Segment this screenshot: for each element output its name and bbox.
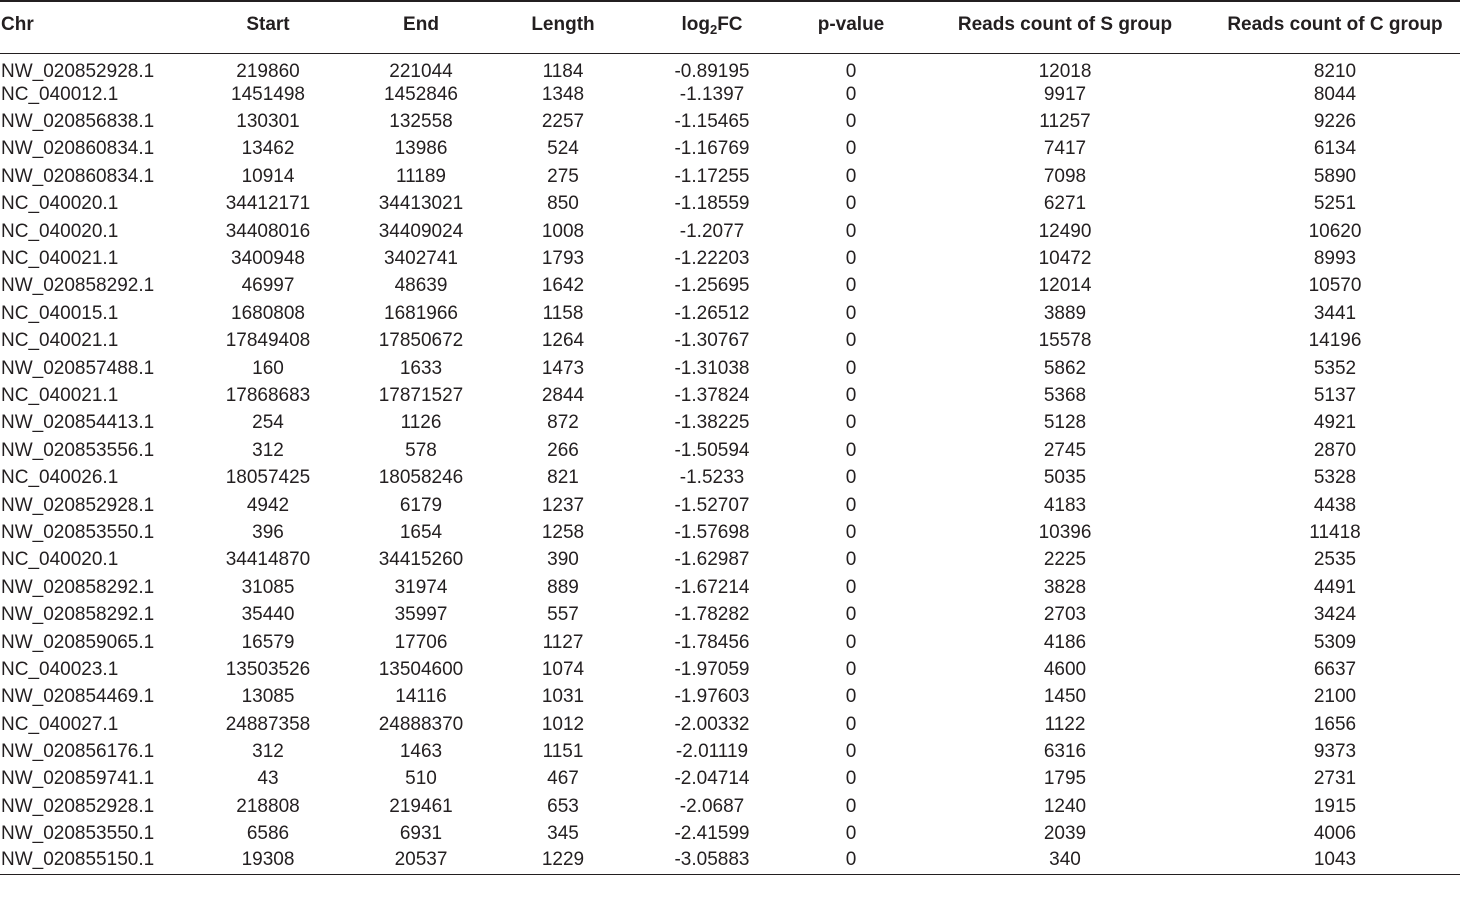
cell-chr: NC_040027.1 bbox=[1, 713, 119, 735]
table-row bbox=[0, 820, 1460, 847]
cell-pvalue: 0 bbox=[845, 686, 857, 708]
table-row bbox=[0, 327, 1460, 354]
table-row bbox=[0, 437, 1460, 464]
table-row bbox=[0, 163, 1460, 190]
cell-start: 46997 bbox=[241, 275, 295, 297]
cell-end: 34413021 bbox=[378, 193, 464, 215]
cell-reads-c: 3424 bbox=[1313, 604, 1357, 626]
cell-reads-s: 9917 bbox=[1043, 83, 1087, 105]
cell-log2fc: -1.31038 bbox=[674, 357, 750, 379]
cell-pvalue: 0 bbox=[845, 111, 857, 133]
table-row bbox=[0, 272, 1460, 299]
cell-end: 1126 bbox=[400, 412, 442, 434]
cell-pvalue: 0 bbox=[845, 795, 857, 817]
cell-end: 34415260 bbox=[378, 549, 464, 571]
cell-reads-s: 1122 bbox=[1044, 713, 1086, 735]
cell-reads-c: 1043 bbox=[1313, 849, 1357, 871]
table-row bbox=[0, 847, 1460, 874]
cell-chr: NC_040021.1 bbox=[1, 384, 119, 406]
table-row bbox=[0, 628, 1460, 655]
header-reads-s: Reads count of S group bbox=[920, 1, 1210, 53]
cell-end: 1633 bbox=[399, 357, 443, 379]
table-row bbox=[0, 519, 1460, 546]
cell-end: 6931 bbox=[399, 823, 443, 845]
cell-reads-c: 6637 bbox=[1313, 658, 1357, 680]
cell-end: 24888370 bbox=[378, 713, 464, 735]
table-row bbox=[0, 546, 1460, 573]
cell-reads-s: 1795 bbox=[1043, 768, 1087, 790]
cell-reads-s: 12490 bbox=[1038, 220, 1092, 242]
cell-log2fc: -1.67214 bbox=[674, 576, 750, 598]
cell-log2fc: -2.41599 bbox=[674, 823, 750, 845]
cell-reads-c: 8210 bbox=[1313, 60, 1357, 82]
cell-pvalue: 0 bbox=[845, 248, 857, 270]
cell-end: 17706 bbox=[394, 631, 448, 653]
cell-log2fc: -1.2077 bbox=[679, 220, 745, 242]
cell-pvalue: 0 bbox=[845, 193, 857, 215]
cell-start: 10914 bbox=[241, 165, 295, 187]
cell-pvalue: 0 bbox=[845, 60, 857, 82]
cell-reads-c: 10620 bbox=[1308, 220, 1362, 242]
cell-chr: NW_020860834.1 bbox=[1, 138, 155, 160]
cell-chr: NC_040020.1 bbox=[1, 220, 119, 242]
cell-log2fc: -1.52707 bbox=[674, 494, 750, 516]
cell-length: 850 bbox=[547, 193, 579, 215]
cell-reads-s: 6271 bbox=[1043, 193, 1087, 215]
cell-chr: NW_020852928.1 bbox=[1, 60, 155, 82]
cell-pvalue: 0 bbox=[845, 384, 857, 406]
cell-reads-c: 9373 bbox=[1313, 741, 1357, 763]
cell-chr: NC_040015.1 bbox=[1, 302, 119, 324]
cell-start: 160 bbox=[252, 357, 284, 379]
cell-start: 218808 bbox=[236, 795, 300, 817]
cell-length: 1074 bbox=[541, 658, 585, 680]
cell-length: 1258 bbox=[541, 521, 585, 543]
table-row bbox=[0, 574, 1460, 601]
cell-reads-s: 15578 bbox=[1038, 330, 1092, 352]
bottom-rule bbox=[0, 875, 1460, 876]
cell-reads-c: 4006 bbox=[1313, 823, 1357, 845]
cell-length: 275 bbox=[547, 165, 579, 187]
cell-chr: NW_020855150.1 bbox=[1, 849, 155, 871]
cell-start: 34414870 bbox=[225, 549, 311, 571]
cell-reads-s: 4600 bbox=[1043, 658, 1087, 680]
cell-pvalue: 0 bbox=[845, 521, 857, 543]
cell-log2fc: -1.25695 bbox=[674, 275, 750, 297]
cell-length: 1031 bbox=[541, 686, 585, 708]
cell-chr: NW_020853556.1 bbox=[1, 439, 155, 461]
cell-end: 1681966 bbox=[384, 302, 458, 324]
cell-pvalue: 0 bbox=[845, 357, 857, 379]
cell-length: 1348 bbox=[541, 83, 585, 105]
cell-length: 872 bbox=[547, 412, 579, 434]
header-length: Length bbox=[484, 1, 642, 53]
cell-log2fc: -1.1397 bbox=[679, 83, 745, 105]
cell-end: 14116 bbox=[395, 686, 447, 708]
cell-pvalue: 0 bbox=[845, 604, 857, 626]
cell-end: 20537 bbox=[394, 849, 448, 871]
table-row bbox=[0, 190, 1460, 217]
cell-chr: NC_040020.1 bbox=[1, 549, 119, 571]
cell-end: 219461 bbox=[389, 795, 453, 817]
cell-chr: NW_020858292.1 bbox=[1, 275, 155, 297]
cell-log2fc: -1.57698 bbox=[674, 521, 750, 543]
cell-log2fc: -2.01119 bbox=[675, 741, 749, 763]
cell-log2fc: -1.18559 bbox=[674, 193, 750, 215]
cell-pvalue: 0 bbox=[845, 658, 857, 680]
cell-chr: NW_020859741.1 bbox=[1, 768, 155, 790]
cell-log2fc: -1.62987 bbox=[674, 549, 750, 571]
cell-log2fc: -1.22203 bbox=[674, 248, 750, 270]
cell-reads-c: 3441 bbox=[1313, 302, 1357, 324]
cell-reads-s: 10396 bbox=[1038, 521, 1092, 543]
cell-log2fc: -1.38225 bbox=[674, 412, 750, 434]
cell-reads-c: 2100 bbox=[1313, 686, 1357, 708]
cell-start: 396 bbox=[252, 521, 284, 543]
cell-reads-c: 2535 bbox=[1313, 549, 1357, 571]
cell-log2fc: -1.37824 bbox=[674, 384, 750, 406]
cell-start: 130301 bbox=[236, 111, 300, 133]
cell-reads-c: 9226 bbox=[1313, 111, 1357, 133]
cell-start: 312 bbox=[252, 741, 284, 763]
cell-log2fc: -1.26512 bbox=[674, 302, 750, 324]
cell-pvalue: 0 bbox=[845, 576, 857, 598]
cell-start: 254 bbox=[252, 412, 284, 434]
cell-reads-s: 12018 bbox=[1038, 60, 1092, 82]
cell-end: 17871527 bbox=[378, 384, 464, 406]
cell-reads-s: 340 bbox=[1049, 849, 1081, 871]
cell-pvalue: 0 bbox=[845, 823, 857, 845]
cell-chr: NW_020859065.1 bbox=[1, 631, 155, 653]
header-start: Start bbox=[178, 1, 358, 53]
cell-reads-c: 2870 bbox=[1313, 439, 1357, 461]
cell-end: 18058246 bbox=[378, 467, 464, 489]
cell-length: 1264 bbox=[541, 330, 585, 352]
cell-reads-c: 4438 bbox=[1313, 494, 1357, 516]
cell-start: 34412171 bbox=[225, 193, 311, 215]
cell-log2fc: -1.97059 bbox=[674, 658, 750, 680]
cell-length: 1184 bbox=[542, 60, 584, 82]
table-row bbox=[0, 53, 1460, 81]
cell-chr: NW_020856176.1 bbox=[1, 741, 155, 763]
cell-reads-c: 11418 bbox=[1309, 521, 1361, 543]
cell-reads-c: 5352 bbox=[1313, 357, 1357, 379]
table-row bbox=[0, 354, 1460, 381]
table-footer bbox=[0, 875, 1460, 876]
cell-chr: NC_040021.1 bbox=[1, 248, 119, 270]
cell-reads-c: 6134 bbox=[1313, 138, 1357, 160]
cell-end: 1654 bbox=[399, 521, 443, 543]
cell-start: 13462 bbox=[241, 138, 295, 160]
cell-log2fc: -1.50594 bbox=[674, 439, 750, 461]
cell-end: 578 bbox=[405, 439, 437, 461]
cell-end: 13986 bbox=[394, 138, 448, 160]
cell-pvalue: 0 bbox=[845, 631, 857, 653]
cell-chr: NW_020852928.1 bbox=[1, 494, 155, 516]
cell-length: 2257 bbox=[541, 111, 585, 133]
cell-log2fc: -2.04714 bbox=[674, 768, 750, 790]
cell-reads-s: 4183 bbox=[1043, 494, 1087, 516]
cell-chr: NW_020858292.1 bbox=[1, 604, 155, 626]
cell-reads-s: 3828 bbox=[1043, 576, 1087, 598]
cell-end: 510 bbox=[405, 768, 437, 790]
cell-log2fc: -1.97603 bbox=[674, 686, 750, 708]
cell-end: 11189 bbox=[395, 165, 446, 187]
cell-chr: NW_020858292.1 bbox=[1, 576, 155, 598]
cell-reads-c: 5328 bbox=[1313, 467, 1357, 489]
cell-length: 390 bbox=[547, 549, 579, 571]
cell-start: 43 bbox=[257, 768, 279, 790]
cell-reads-s: 7098 bbox=[1043, 165, 1087, 187]
cell-log2fc: -2.00332 bbox=[674, 713, 750, 735]
table-row bbox=[0, 738, 1460, 765]
cell-start: 1451498 bbox=[231, 83, 305, 105]
cell-reads-c: 1656 bbox=[1313, 713, 1357, 735]
cell-end: 35997 bbox=[394, 604, 448, 626]
cell-start: 3400948 bbox=[231, 248, 305, 270]
cell-pvalue: 0 bbox=[845, 439, 857, 461]
cell-length: 1008 bbox=[541, 220, 585, 242]
cell-start: 17849408 bbox=[225, 330, 311, 352]
header-log2fc-tail: FC bbox=[717, 14, 743, 36]
cell-reads-s: 5368 bbox=[1043, 384, 1087, 406]
cell-start: 6586 bbox=[246, 823, 290, 845]
cell-end: 6179 bbox=[399, 494, 443, 516]
cell-log2fc: -1.16769 bbox=[674, 138, 750, 160]
cell-log2fc: -0.89195 bbox=[674, 60, 750, 82]
cell-reads-c: 10570 bbox=[1308, 275, 1362, 297]
cell-chr: NC_040020.1 bbox=[1, 193, 119, 215]
table-row bbox=[0, 491, 1460, 518]
cell-start: 34408016 bbox=[225, 220, 311, 242]
cell-start: 312 bbox=[252, 439, 284, 461]
cell-reads-s: 5862 bbox=[1043, 357, 1087, 379]
cell-reads-s: 1240 bbox=[1043, 795, 1087, 817]
cell-pvalue: 0 bbox=[845, 467, 857, 489]
cell-chr: NW_020856838.1 bbox=[1, 111, 155, 133]
table-row bbox=[0, 683, 1460, 710]
cell-reads-s: 7417 bbox=[1043, 138, 1087, 160]
table-row bbox=[0, 382, 1460, 409]
cell-start: 13503526 bbox=[225, 658, 311, 680]
cell-start: 17868683 bbox=[225, 384, 311, 406]
cell-end: 17850672 bbox=[378, 330, 464, 352]
cell-reads-c: 4921 bbox=[1313, 412, 1357, 434]
cell-chr: NW_020857488.1 bbox=[1, 357, 155, 379]
cell-end: 1463 bbox=[399, 741, 443, 763]
cell-length: 2844 bbox=[541, 384, 585, 406]
cell-pvalue: 0 bbox=[845, 275, 857, 297]
cell-pvalue: 0 bbox=[845, 713, 857, 735]
cell-length: 1012 bbox=[541, 713, 585, 735]
cell-start: 24887358 bbox=[225, 713, 311, 735]
cell-start: 4942 bbox=[246, 494, 290, 516]
cell-chr: NW_020854413.1 bbox=[1, 412, 155, 434]
cell-chr: NW_020852928.1 bbox=[1, 795, 155, 817]
table-row bbox=[0, 710, 1460, 737]
cell-end: 3402741 bbox=[384, 248, 458, 270]
cell-reads-c: 2731 bbox=[1313, 768, 1357, 790]
cell-reads-c: 5251 bbox=[1313, 193, 1357, 215]
cell-reads-s: 10472 bbox=[1038, 248, 1092, 270]
table-row bbox=[0, 245, 1460, 272]
cell-pvalue: 0 bbox=[845, 165, 857, 187]
table-row bbox=[0, 108, 1460, 135]
cell-chr: NC_040021.1 bbox=[1, 330, 119, 352]
cell-length: 1473 bbox=[541, 357, 585, 379]
cell-log2fc: -1.5233 bbox=[679, 467, 745, 489]
cell-reads-c: 4491 bbox=[1313, 576, 1357, 598]
cell-length: 1642 bbox=[541, 275, 585, 297]
cell-pvalue: 0 bbox=[845, 494, 857, 516]
table-row bbox=[0, 409, 1460, 436]
cell-end: 221044 bbox=[389, 60, 453, 82]
header-end: End bbox=[358, 1, 484, 53]
cell-start: 1680808 bbox=[231, 302, 305, 324]
cell-reads-s: 4186 bbox=[1043, 631, 1087, 653]
cell-length: 889 bbox=[547, 576, 579, 598]
cell-reads-s: 5128 bbox=[1043, 412, 1087, 434]
cell-length: 1237 bbox=[541, 494, 585, 516]
cell-reads-s: 2225 bbox=[1043, 549, 1087, 571]
cell-reads-c: 14196 bbox=[1308, 330, 1362, 352]
cell-start: 35440 bbox=[241, 604, 295, 626]
cell-pvalue: 0 bbox=[845, 302, 857, 324]
cell-length: 1793 bbox=[541, 248, 585, 270]
cell-start: 13085 bbox=[241, 686, 295, 708]
header-log2fc-sub: 2 bbox=[709, 22, 718, 38]
cell-length: 345 bbox=[547, 823, 579, 845]
table-row bbox=[0, 601, 1460, 628]
cell-chr: NW_020853550.1 bbox=[1, 521, 155, 543]
header-reads-c: Reads count of C group bbox=[1210, 1, 1460, 53]
cell-start: 16579 bbox=[241, 631, 295, 653]
cell-start: 219860 bbox=[236, 60, 300, 82]
cell-length: 1127 bbox=[542, 631, 584, 653]
table-header bbox=[0, 1, 1460, 53]
cell-pvalue: 0 bbox=[845, 549, 857, 571]
table-row bbox=[0, 300, 1460, 327]
table-row bbox=[0, 81, 1460, 108]
cell-end: 31974 bbox=[394, 576, 448, 598]
cell-length: 821 bbox=[547, 467, 579, 489]
cell-log2fc: -1.78456 bbox=[674, 631, 750, 653]
table-row bbox=[0, 135, 1460, 162]
cell-pvalue: 0 bbox=[845, 849, 857, 871]
cell-reads-c: 5309 bbox=[1313, 631, 1357, 653]
cell-log2fc: -1.17255 bbox=[674, 165, 750, 187]
header-log2fc bbox=[642, 1, 782, 53]
cell-start: 19308 bbox=[241, 849, 295, 871]
cell-reads-s: 6316 bbox=[1043, 741, 1087, 763]
header-log2fc-base: log bbox=[681, 14, 710, 36]
header-chr: Chr bbox=[0, 1, 178, 53]
cell-pvalue: 0 bbox=[845, 768, 857, 790]
cell-chr: NC_040026.1 bbox=[1, 467, 119, 489]
cell-reads-s: 11257 bbox=[1039, 111, 1091, 133]
table-row bbox=[0, 217, 1460, 244]
cell-reads-s: 2703 bbox=[1043, 604, 1087, 626]
cell-start: 31085 bbox=[241, 576, 295, 598]
cell-reads-s: 3889 bbox=[1043, 302, 1087, 324]
cell-length: 266 bbox=[547, 439, 579, 461]
cell-reads-s: 5035 bbox=[1043, 467, 1087, 489]
table-row bbox=[0, 656, 1460, 683]
header-pvalue: p-value bbox=[782, 1, 920, 53]
cell-reads-s: 1450 bbox=[1043, 686, 1087, 708]
table-row bbox=[0, 765, 1460, 792]
cell-pvalue: 0 bbox=[845, 220, 857, 242]
cell-reads-c: 5137 bbox=[1313, 384, 1357, 406]
header-row bbox=[0, 1, 1460, 53]
cell-log2fc: -2.0687 bbox=[679, 795, 745, 817]
cell-reads-s: 12014 bbox=[1038, 275, 1092, 297]
cell-pvalue: 0 bbox=[845, 412, 857, 434]
table-row bbox=[0, 793, 1460, 820]
cell-length: 557 bbox=[547, 604, 579, 626]
table-body bbox=[0, 53, 1460, 875]
cell-log2fc: -1.78282 bbox=[674, 604, 750, 626]
cell-pvalue: 0 bbox=[845, 741, 857, 763]
cell-reads-c: 8044 bbox=[1313, 83, 1357, 105]
cell-length: 467 bbox=[547, 768, 579, 790]
cell-end: 34409024 bbox=[378, 220, 464, 242]
cell-reads-c: 5890 bbox=[1313, 165, 1357, 187]
table-row bbox=[0, 464, 1460, 491]
cell-chr: NW_020853550.1 bbox=[1, 823, 155, 845]
cell-chr: NW_020860834.1 bbox=[1, 165, 155, 187]
cell-reads-c: 1915 bbox=[1313, 795, 1357, 817]
cell-length: 1158 bbox=[542, 302, 584, 324]
cell-length: 1151 bbox=[542, 741, 584, 763]
cell-chr: NC_040023.1 bbox=[1, 658, 119, 680]
cell-end: 13504600 bbox=[378, 658, 464, 680]
cell-length: 653 bbox=[547, 795, 579, 817]
cell-log2fc: -1.30767 bbox=[674, 330, 750, 352]
cell-start: 18057425 bbox=[225, 467, 311, 489]
cell-reads-c: 8993 bbox=[1313, 248, 1357, 270]
cell-pvalue: 0 bbox=[845, 330, 857, 352]
cell-pvalue: 0 bbox=[845, 138, 857, 160]
cell-end: 132558 bbox=[389, 111, 453, 133]
cell-end: 1452846 bbox=[384, 83, 458, 105]
cell-length: 1229 bbox=[541, 849, 585, 871]
cell-length: 524 bbox=[547, 138, 579, 160]
cell-reads-s: 2745 bbox=[1043, 439, 1087, 461]
cell-log2fc: -1.15465 bbox=[674, 111, 750, 133]
cell-log2fc: -3.05883 bbox=[674, 849, 750, 871]
cell-end: 48639 bbox=[394, 275, 448, 297]
cell-chr: NW_020854469.1 bbox=[1, 686, 155, 708]
cell-chr: NC_040012.1 bbox=[1, 83, 119, 105]
cell-reads-s: 2039 bbox=[1043, 823, 1087, 845]
cell-pvalue: 0 bbox=[845, 83, 857, 105]
